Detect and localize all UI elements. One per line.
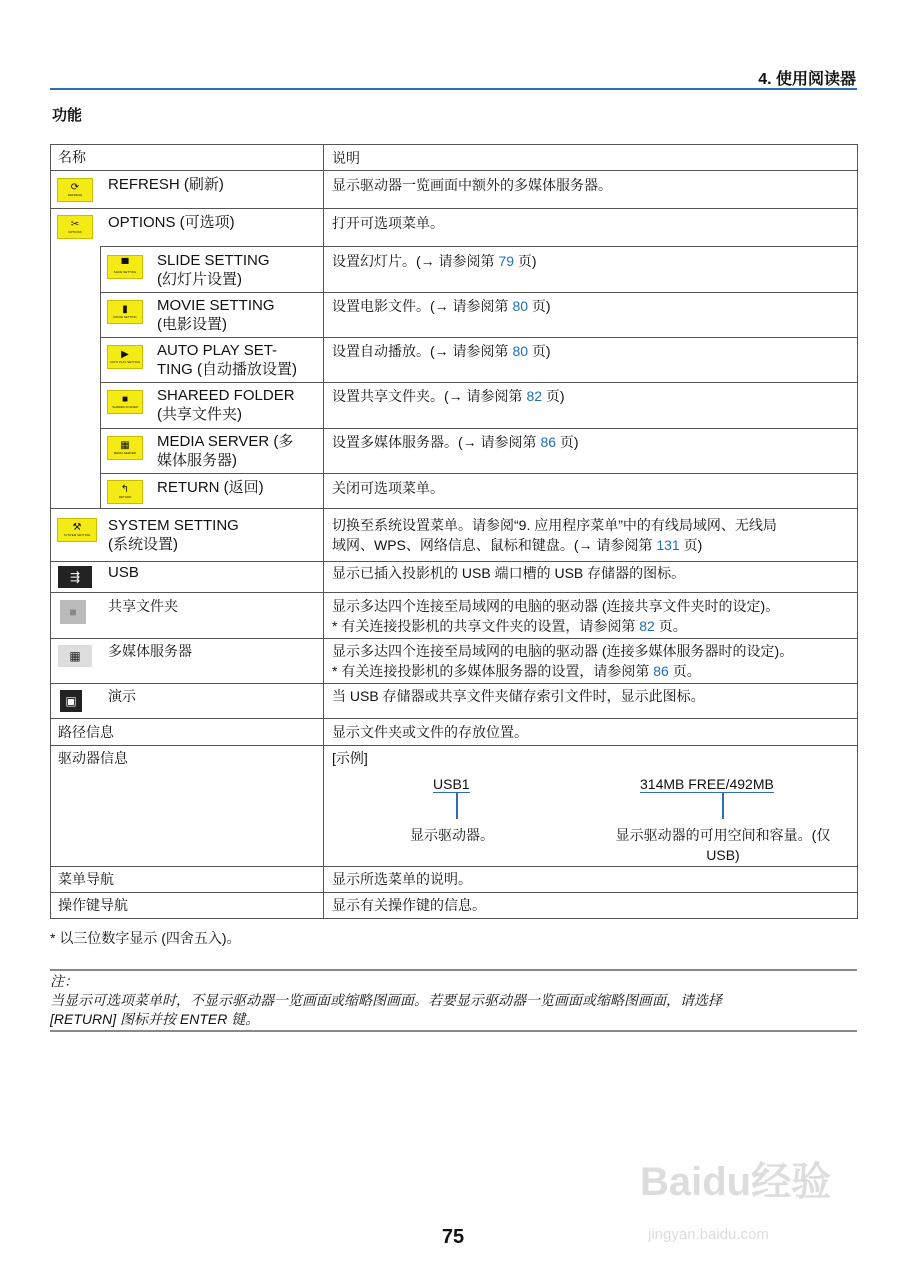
system-setting-icon: ⚒ SYSTEM SETTING: [57, 518, 97, 542]
page-link[interactable]: 86: [540, 434, 557, 450]
page-link[interactable]: 80: [512, 343, 529, 359]
page-link[interactable]: 86: [653, 663, 669, 679]
watermark-logo: Baidu经验: [640, 1160, 832, 1204]
table-line: [50, 745, 857, 746]
row-name: MOVIE SETTING (电影设置): [157, 297, 275, 333]
row-description: 设置自动播放。(→ 请参阅第 80 页): [332, 343, 551, 359]
row-description: 打开可选项菜单。: [332, 215, 444, 231]
usb-icon: ⇶: [58, 566, 92, 588]
example-drive: USB1: [433, 776, 470, 792]
row-description: 显示驱动器一览画面中额外的多媒体服务器。: [332, 177, 612, 193]
options-icon: ✂ OPTIONS: [57, 215, 93, 239]
row-name: AUTO PLAY SET- TING (自动播放设置): [157, 342, 297, 378]
note: 注： 当显示可选项菜单时，不显示驱动器一览画面或缩略图画面。若要显示驱动器一览画面或缩略图画面，请选择 [RETURN] 图标并按 ENTER 键。: [50, 973, 722, 1027]
page-link[interactable]: 82: [526, 388, 543, 404]
row-description: 显示多达四个连接至局域网的电脑的驱动器 (连接多媒体服务器时的设定)。 * 有关连接投影机的多媒体服务器的设置，请参阅第 86 页。: [332, 643, 794, 679]
section-title: 功能: [52, 107, 83, 124]
example-capacity-description: 显示驱动器的可用空间和容量。(仅 USB): [615, 827, 831, 863]
table-line: [50, 683, 857, 684]
row-description: 关闭可选项菜单。: [332, 480, 444, 496]
row-name: OPTIONS (可选项): [108, 214, 235, 231]
table-line: [50, 718, 857, 719]
example-capacity: 314MB FREE/492MB: [640, 776, 774, 792]
note-rule-top: [50, 969, 857, 971]
page-number: 75: [441, 1226, 465, 1248]
table-line: [100, 428, 857, 429]
row-description: 设置共享文件夹。(→ 请参阅第 82 页): [332, 388, 565, 404]
table-line: [50, 892, 857, 893]
media-server-gray-icon: ▦: [58, 645, 92, 667]
row-name: 多媒体服务器: [108, 643, 192, 659]
page-link[interactable]: 82: [639, 618, 655, 634]
return-icon: ↰ RETURN: [107, 480, 143, 504]
row-name: SHAREED FOLDER (共享文件夹): [157, 387, 295, 423]
media-server-icon: ▦ MEDIA SERVER: [107, 436, 143, 460]
row-name: 共享文件夹: [108, 598, 178, 614]
table-line: [857, 144, 858, 919]
row-description: [示例]: [332, 750, 368, 766]
row-name: SYSTEM SETTING (系统设置): [108, 517, 239, 553]
page-link[interactable]: 131: [656, 537, 680, 553]
table-line: [100, 337, 857, 338]
refresh-icon: ⟳ REFRESH: [57, 178, 93, 202]
chapter-header: 4. 使用阅读器: [758, 71, 856, 88]
table-line: [50, 592, 857, 593]
table-line: [100, 473, 857, 474]
table-line: [323, 144, 324, 919]
table-line: [50, 144, 857, 145]
note-rule-bottom: [50, 1030, 857, 1032]
row-name: USB: [108, 564, 139, 581]
page-link[interactable]: 79: [498, 253, 515, 269]
row-description: 切换至系统设置菜单。请参阅“9. 应用程序菜单”中的有线局域网、无线局 域网、WPS、网络信息、鼠标和键盘。(→ 请参阅第 131 页): [332, 517, 777, 553]
row-description: 显示已插入投影机的 USB 端口槽的 USB 存储器的图标。: [332, 565, 686, 581]
row-description: 显示文件夹或文件的存放位置。: [332, 724, 528, 740]
table-line: [50, 918, 857, 919]
table-line: [50, 208, 857, 209]
row-name: 操作键导航: [58, 897, 128, 913]
row-description: 设置多媒体服务器。(→ 请参阅第 86 页): [332, 434, 579, 450]
footnote: * 以三位数字显示 (四舍五入)。: [50, 930, 241, 946]
example-drive-description: 显示驱动器。: [410, 827, 494, 843]
table-line: [100, 292, 857, 293]
table-line: [50, 508, 857, 509]
row-description: 设置电影文件。(→ 请参阅第 80 页): [332, 298, 551, 314]
row-description: 显示多达四个连接至局域网的电脑的驱动器 (连接共享文件夹时的设定)。 * 有关连接投影机的共享文件夹的设置，请参阅第 82 页。: [332, 598, 780, 634]
row-description: 设置幻灯片。(→ 请参阅第 79 页): [332, 253, 537, 269]
table-line: [50, 170, 857, 171]
header-rule: [50, 88, 857, 90]
row-name: 演示: [108, 688, 136, 704]
shared-folder-icon: ■ SHARED FOLDER: [107, 390, 143, 414]
row-description: 显示有关操作键的信息。: [332, 897, 486, 913]
auto-play-setting-icon: ▶ AUTO PLAY SETTING: [107, 345, 143, 369]
table-line: [50, 866, 857, 867]
movie-setting-icon: ▮ MOVIE SETTING: [107, 300, 143, 324]
table-line: [100, 246, 101, 508]
shared-folder-gray-icon: ■: [60, 600, 86, 624]
column-header-description: 说明: [332, 150, 360, 166]
slide-setting-icon: ▀ SLIDE SETTING: [107, 255, 143, 279]
table-line: [100, 382, 857, 383]
table-line: [50, 144, 51, 919]
row-name: 驱动器信息: [58, 750, 128, 766]
callout-line: [722, 793, 724, 819]
row-description: 显示所选菜单的说明。: [332, 871, 472, 887]
row-name: RETURN (返回): [157, 479, 264, 496]
table-line: [50, 638, 857, 639]
column-header-name: 名称: [58, 149, 86, 165]
row-name: SLIDE SETTING (幻灯片设置): [157, 252, 270, 288]
callout-line: [456, 793, 458, 819]
row-name: 路径信息: [58, 724, 114, 740]
watermark-url: jingyan.baidu.com: [648, 1226, 769, 1243]
row-name: REFRESH (刷新): [108, 176, 224, 193]
row-name: 菜单导航: [58, 871, 114, 887]
row-name: MEDIA SERVER (多 媒体服务器): [157, 433, 294, 469]
table-line: [50, 561, 857, 562]
table-line: [100, 246, 857, 247]
page-link[interactable]: 80: [512, 298, 529, 314]
presentation-icon: ▣: [60, 690, 82, 712]
row-description: 当 USB 存储器或共享文件夹储存索引文件时，显示此图标。: [332, 688, 705, 704]
